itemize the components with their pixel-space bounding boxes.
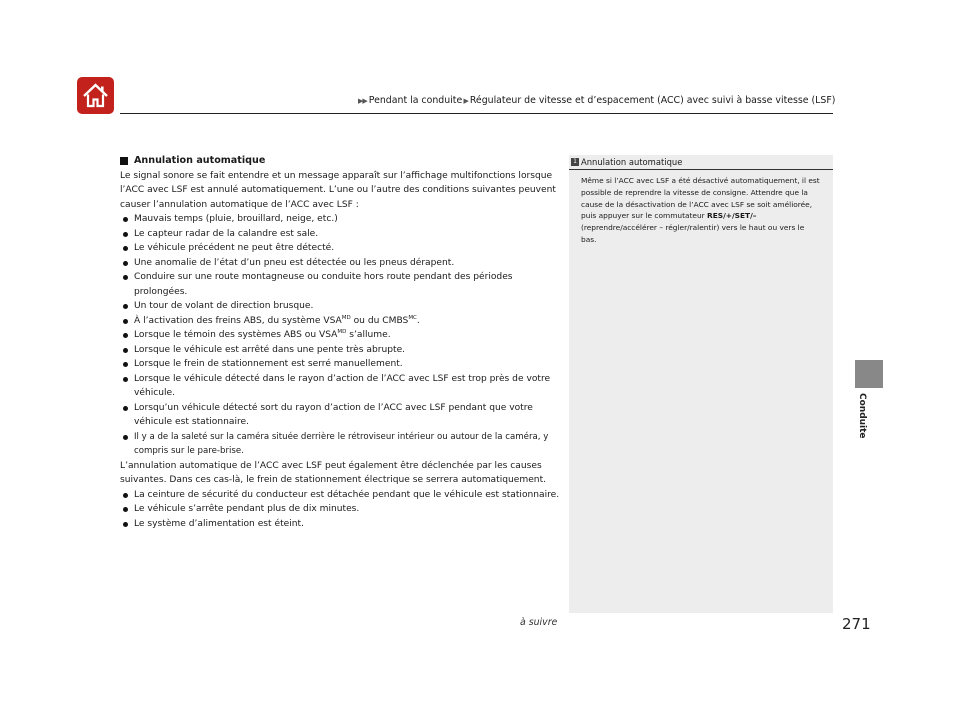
breadcrumb-arrow-icon: ▶▶: [358, 97, 367, 105]
header-rule: [120, 113, 833, 114]
heading-square-icon: [120, 157, 128, 165]
list-item: Un tour de volant de direction brusque.: [120, 299, 560, 314]
conditions-list: [120, 212, 560, 459]
switch-name: RES/+/SET/–: [707, 211, 757, 221]
side-note-body: Même si l’ACC avec LSF a été désactivé automatiquement, il est possible de reprendre la vitesse de consigne. Attendre que la cause de la désactivation de l’ACC avec LSF se soit améliorée, puis appuyer sur le commutateur RES/+/SET/– (reprendre/accélérer – régler/ralentir) vers le haut ou vers le bas.: [581, 176, 820, 244]
side-note-header: [569, 155, 833, 170]
list-item: Conduire sur une route montagneuse ou conduite hors route pendant des périodes prolongées.: [120, 270, 560, 299]
list-item: Le capteur radar de la calandre est sale.: [120, 227, 560, 242]
section-heading: [120, 154, 560, 169]
breadcrumb-arrow-icon: ▶: [462, 97, 468, 105]
home-button[interactable]: [77, 77, 114, 114]
section-tab-label: Conduite: [857, 393, 867, 439]
list-item: Mauvais temps (pluie, brouillard, neige, etc.): [120, 212, 560, 227]
second-paragraph: L’annulation automatique de l’ACC avec LSF peut également être déclenchée par les causes suivantes. Dans ces cas-là, le frein de stationnement électrique se serrera automatiquement.: [120, 460, 547, 485]
list-item: Lorsqu’un véhicule détecté sort du rayon d’action de l’ACC avec LSF pendant que votre véhicule est stationnaire.: [120, 401, 560, 430]
breadcrumb: [358, 95, 835, 106]
additional-conditions-list: [120, 488, 560, 532]
page-number: 271: [842, 615, 871, 633]
list-item: Lorsque le frein de stationnement est serré manuellement.: [120, 357, 560, 372]
note-number-badge: 1: [571, 158, 579, 166]
list-item: Une anomalie de l’état d’un pneu est détectée ou les pneus dérapent.: [120, 256, 560, 271]
list-item: Le véhicule précédent ne peut être détecté.: [120, 241, 560, 256]
list-item: Le système d’alimentation est éteint.: [120, 517, 560, 532]
breadcrumb-item[interactable]: Régulateur de vitesse et d’espacement (ACC) avec suivi à basse vitesse (LSF): [469, 95, 836, 106]
list-item: Il y a de la saleté sur la caméra située derrière le rétroviseur intérieur ou autour de la caméra, y compris sur le pare-brise.: [120, 430, 560, 459]
list-item: Le véhicule s’arrête pendant plus de dix minutes.: [120, 502, 560, 517]
list-item: Lorsque le témoin des systèmes ABS ou $VSA^{MD}$ s’allume.: [120, 328, 560, 343]
side-note-title: Annulation automatique: [581, 157, 683, 167]
home-icon: [77, 77, 114, 114]
main-content: [120, 154, 560, 531]
list-item: La ceinture de sécurité du conducteur est détachée pendant que le véhicule est stationnaire.: [120, 488, 560, 503]
list-item: Lorsque le véhicule est arrêté dans une pente très abrupte.: [120, 343, 560, 358]
intro-paragraph: Le signal sonore se fait entendre et un message apparaît sur l’affichage multifonctions lorsque l’ACC avec LSF est annulé automatiquement. L’une ou l’autre des conditions suivantes peuvent causer l’annulation automatique de l’ACC avec LSF :: [120, 170, 556, 210]
continue-label: à suivre: [520, 617, 558, 628]
section-tab[interactable]: [855, 360, 883, 388]
side-note: [569, 155, 833, 613]
section-heading-text: Annulation automatique: [134, 155, 266, 166]
breadcrumb-item[interactable]: Pendant la conduite: [368, 95, 463, 106]
list-item: Lorsque le véhicule détecté dans le rayon d’action de l’ACC avec LSF est trop près de votre véhicule.: [120, 372, 560, 401]
list-item: À l’activation des freins ABS, du système $VSA^{MD}$ ou du $CMBS^{MC}$.: [120, 314, 560, 329]
